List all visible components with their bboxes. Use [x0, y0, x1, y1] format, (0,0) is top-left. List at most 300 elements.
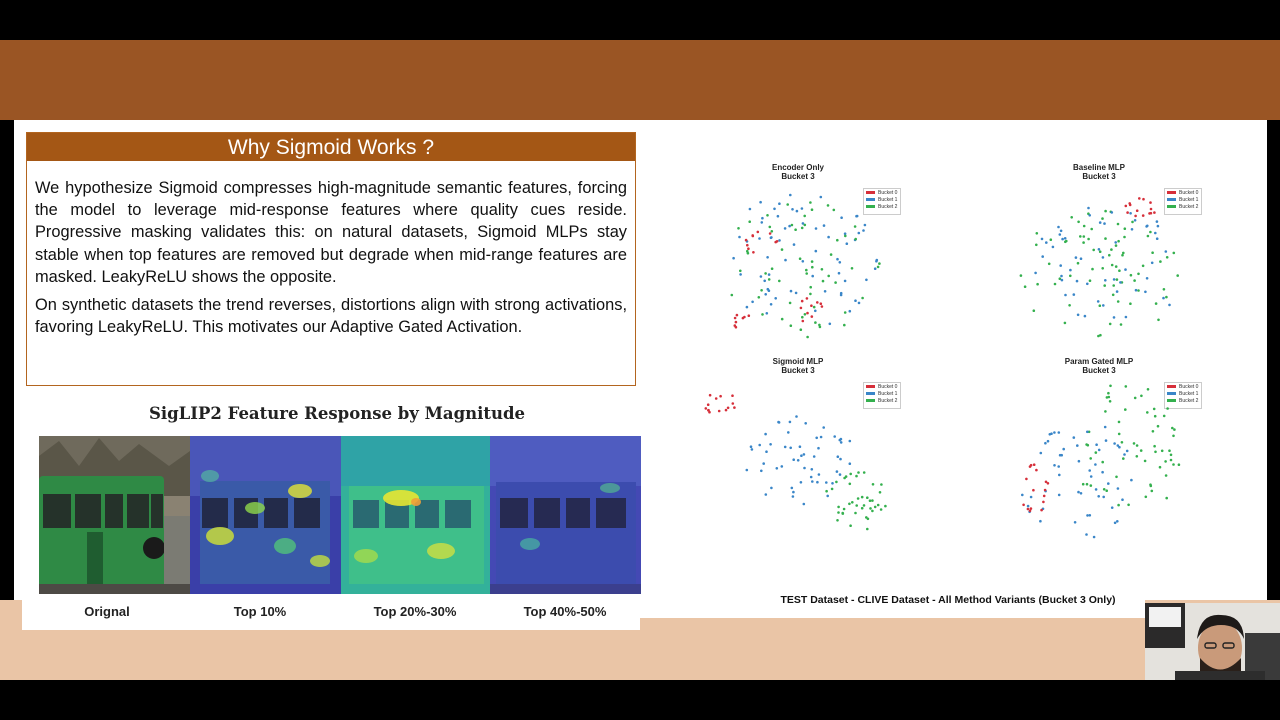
- encoder-only-point: [836, 258, 839, 261]
- sigmoid-mlp-point: [855, 475, 858, 478]
- baseline-mlp-point: [1138, 197, 1141, 200]
- baseline-mlp-point: [1061, 279, 1064, 282]
- sigmoid-mlp-point: [839, 439, 842, 442]
- sigmoid-mlp-point: [826, 495, 829, 498]
- param-gated-mlp-point: [1127, 504, 1130, 507]
- baseline-mlp-point: [1176, 274, 1179, 277]
- encoder-only-point: [789, 194, 792, 197]
- encoder-only-point: [791, 208, 794, 211]
- baseline-mlp-point: [1020, 274, 1023, 277]
- caption-top-40-50: Top 40%-50%: [523, 604, 607, 619]
- param-gated-mlp-point: [1059, 454, 1062, 457]
- sigmoid-mlp-point: [727, 407, 730, 410]
- encoder-only-point: [770, 236, 773, 239]
- encoder-only-point: [810, 304, 813, 307]
- baseline-mlp-point: [1097, 335, 1100, 338]
- encoder-only-point: [833, 209, 836, 212]
- encoder-only-point: [839, 261, 842, 264]
- encoder-only-point: [875, 260, 878, 263]
- param-gated-mlp-point: [1030, 496, 1033, 499]
- param-gated-mlp-point: [1047, 440, 1050, 443]
- baseline-mlp-point: [1061, 238, 1064, 241]
- sigmoid-mlp-point: [804, 422, 807, 425]
- param-gated-mlp-point: [1168, 449, 1171, 452]
- param-gated-mlp-point: [1165, 497, 1168, 500]
- sigmoid-mlp-point: [842, 512, 845, 515]
- encoder-only-point: [739, 273, 742, 276]
- param-gated-mlp-point: [1130, 479, 1133, 482]
- subplot-title-baseline-mlp: [1019, 164, 1179, 181]
- scatter-figure-caption: TEST Dataset - CLIVE Dataset - All Method Variants (Bucket 3 Only): [780, 594, 1116, 606]
- legend-encoder-only: Bucket 0 Bucket 1 Bucket 2: [863, 188, 901, 215]
- baseline-mlp-point: [1142, 265, 1145, 268]
- param-gated-mlp-point: [1025, 478, 1028, 481]
- encoder-only-point: [864, 224, 867, 227]
- sigmoid-mlp-point: [877, 504, 880, 507]
- sigmoid-mlp-point: [857, 497, 860, 500]
- encoder-only-point: [768, 289, 771, 292]
- sigmoid-mlp-point: [851, 501, 854, 504]
- subplot-title-encoder-only: [718, 164, 878, 181]
- param-gated-mlp-point: [1022, 504, 1025, 507]
- param-gated-mlp-point: [1104, 426, 1107, 429]
- encoder-only-point: [836, 239, 839, 242]
- baseline-mlp-point: [1052, 246, 1055, 249]
- encoder-only-point: [827, 204, 830, 207]
- baseline-mlp-point: [1110, 248, 1113, 251]
- param-gated-mlp-point: [1165, 474, 1168, 477]
- encoder-only-point: [804, 313, 807, 316]
- baseline-mlp-point: [1098, 248, 1101, 251]
- sigmoid-mlp-point: [762, 462, 765, 465]
- sigmoid-mlp-point: [863, 504, 866, 507]
- sigmoid-mlp-point: [831, 482, 834, 485]
- sigmoid-mlp-point: [831, 488, 834, 491]
- baseline-mlp-point: [1041, 255, 1044, 258]
- sigmoid-mlp-point: [787, 431, 790, 434]
- baseline-mlp-point: [1060, 230, 1063, 233]
- encoder-only-point: [735, 321, 738, 324]
- param-gated-mlp-point: [1118, 421, 1121, 424]
- sigmoid-mlp-point: [837, 511, 840, 514]
- paragraph-natural: We hypothesize Sigmoid compresses high-magnitude semantic features, forcing the model to leverage mid-response features where quality cues reside. Progressive masking validates this: on natural datasets, Sigmoid MLPs stay stable when top features are removed but degrade when mid-range features are masked. LeakyReLU shows the opposite.: [35, 179, 627, 286]
- param-gated-mlp-point: [1078, 460, 1081, 463]
- param-gated-mlp-point: [1140, 449, 1143, 452]
- encoder-only-point: [760, 275, 763, 278]
- encoder-only-point: [761, 217, 764, 220]
- param-gated-mlp-point: [1027, 508, 1030, 511]
- param-gated-mlp-point: [1144, 460, 1147, 463]
- encoder-only-point: [799, 257, 802, 260]
- sigmoid-mlp-point: [792, 458, 795, 461]
- encoder-only-point: [814, 310, 817, 313]
- encoder-only-point: [811, 275, 814, 278]
- sigmoid-mlp-point: [705, 407, 708, 410]
- figure-title: SigLIP2 Feature Response by Magnitude: [148, 404, 526, 423]
- baseline-mlp-point: [1102, 304, 1105, 307]
- baseline-mlp-point: [1142, 198, 1145, 201]
- baseline-mlp-point: [1024, 285, 1027, 288]
- baseline-mlp-point: [1157, 319, 1160, 322]
- encoder-only-point: [784, 259, 787, 262]
- encoder-only-point: [748, 220, 751, 223]
- subplot-bucket: Bucket 3: [1082, 171, 1116, 181]
- encoder-only-point: [796, 210, 799, 213]
- baseline-mlp-point: [1059, 264, 1062, 267]
- subplot-bucket: Bucket 3: [781, 365, 815, 375]
- baseline-mlp-point: [1166, 256, 1169, 259]
- encoder-only-point: [834, 281, 837, 284]
- param-gated-mlp-point: [1044, 489, 1047, 492]
- sigmoid-mlp-point: [816, 481, 819, 484]
- param-gated-mlp-point: [1145, 496, 1148, 499]
- baseline-mlp-point: [1129, 212, 1132, 215]
- encoder-only-point: [838, 272, 841, 275]
- sigmoid-mlp-point: [861, 507, 864, 510]
- encoder-only-point: [878, 262, 881, 265]
- param-gated-mlp-point: [1030, 507, 1033, 510]
- sigmoid-mlp-point: [811, 468, 814, 471]
- sigmoid-mlp-point: [849, 473, 852, 476]
- baseline-mlp-point: [1156, 220, 1159, 223]
- encoder-only-point: [804, 224, 807, 227]
- sigmoid-mlp-point: [833, 435, 836, 438]
- param-gated-mlp-point: [1102, 496, 1105, 499]
- baseline-mlp-point: [1054, 283, 1057, 286]
- param-gated-mlp-point: [1050, 432, 1053, 435]
- encoder-only-point: [854, 299, 857, 302]
- baseline-mlp-point: [1135, 289, 1138, 292]
- baseline-mlp-point: [1087, 207, 1090, 210]
- param-gated-mlp-point: [1170, 454, 1173, 457]
- baseline-mlp-point: [1089, 279, 1092, 282]
- sigmoid-mlp-point: [825, 481, 828, 484]
- encoder-only-point: [781, 318, 784, 321]
- baseline-mlp-point: [1137, 289, 1140, 292]
- param-gated-mlp-point: [1077, 491, 1080, 494]
- sigmoid-mlp-point: [803, 453, 806, 456]
- sigmoid-mlp-point: [760, 470, 763, 473]
- encoder-only-point: [820, 196, 823, 199]
- baseline-mlp-point: [1144, 291, 1147, 294]
- encoder-only-point: [820, 302, 823, 305]
- baseline-mlp-point: [1163, 288, 1166, 291]
- legend-param-gated-mlp: Bucket 0 Bucket 1 Bucket 2: [1164, 382, 1202, 409]
- encoder-only-point: [763, 280, 766, 283]
- encoder-only-point: [758, 237, 761, 240]
- sigmoid-mlp-point: [871, 510, 874, 513]
- sigmoid-mlp-point: [872, 483, 875, 486]
- baseline-mlp-point: [1157, 225, 1160, 228]
- param-gated-mlp-point: [1101, 461, 1104, 464]
- baseline-mlp-point: [1079, 235, 1082, 238]
- encoder-only-point: [806, 297, 809, 300]
- param-gated-mlp-point: [1094, 463, 1097, 466]
- encoder-only-point: [766, 312, 769, 315]
- bus-image-top-10: [190, 436, 341, 594]
- legend-baseline-mlp: Bucket 0 Bucket 1 Bucket 2: [1164, 188, 1202, 215]
- baseline-mlp-point: [1115, 244, 1118, 247]
- encoder-only-point: [858, 302, 861, 305]
- encoder-only-point: [830, 253, 833, 256]
- sigmoid-mlp-point: [820, 436, 823, 439]
- baseline-mlp-point: [1064, 322, 1067, 325]
- sigmoid-mlp-point: [822, 426, 825, 429]
- param-gated-mlp-point: [1104, 410, 1107, 413]
- sigmoid-mlp-point: [792, 491, 795, 494]
- sigmoid-mlp-point: [880, 508, 883, 511]
- sigmoid-mlp-point: [863, 471, 866, 474]
- baseline-mlp-point: [1131, 228, 1134, 231]
- baseline-mlp-point: [1129, 204, 1132, 207]
- baseline-mlp-point: [1117, 240, 1120, 243]
- encoder-only-point: [811, 266, 814, 269]
- encoder-only-point: [844, 235, 847, 238]
- explanation-box: [26, 132, 636, 386]
- param-gated-mlp-point: [1117, 487, 1120, 490]
- baseline-mlp-point: [1045, 241, 1048, 244]
- encoder-only-point: [844, 232, 847, 235]
- encoder-only-point: [827, 275, 830, 278]
- encoder-only-point: [811, 260, 814, 263]
- encoder-only-point: [747, 247, 750, 250]
- encoder-only-point: [748, 314, 751, 317]
- baseline-mlp-point: [1153, 211, 1156, 214]
- encoder-only-point: [813, 306, 816, 309]
- sigmoid-mlp-point: [839, 473, 842, 476]
- encoder-only-point: [788, 225, 791, 228]
- sigmoid-mlp-point: [849, 483, 852, 486]
- baseline-mlp-point: [1133, 279, 1136, 282]
- param-gated-mlp-point: [1027, 505, 1030, 508]
- param-gated-mlp-point: [1154, 415, 1157, 418]
- param-gated-mlp-point: [1040, 509, 1043, 512]
- sigmoid-mlp-point: [784, 446, 787, 449]
- sigmoid-mlp-point: [869, 507, 872, 510]
- sigmoid-mlp-point: [715, 397, 718, 400]
- param-gated-mlp-point: [1161, 450, 1164, 453]
- param-gated-mlp-point: [1178, 463, 1181, 466]
- param-gated-mlp-point: [1150, 485, 1153, 488]
- baseline-mlp-point: [1113, 316, 1116, 319]
- encoder-only-point: [824, 290, 827, 293]
- legend-sigmoid-mlp: Bucket 0 Bucket 1 Bucket 2: [863, 382, 901, 409]
- encoder-only-point: [844, 311, 847, 314]
- sigmoid-mlp-point: [855, 504, 858, 507]
- encoder-only-point: [822, 280, 825, 283]
- encoder-only-point: [746, 244, 749, 247]
- param-gated-mlp-point: [1134, 397, 1137, 400]
- baseline-mlp-point: [1104, 279, 1107, 282]
- param-gated-mlp-point: [1172, 463, 1175, 466]
- param-gated-mlp-point: [1114, 522, 1117, 525]
- encoder-only-point: [815, 227, 818, 230]
- baseline-mlp-point: [1162, 297, 1165, 300]
- encoder-only-point: [739, 270, 742, 273]
- param-gated-mlp-point: [1152, 430, 1155, 433]
- encoder-only-point: [758, 296, 761, 299]
- encoder-only-point: [778, 239, 781, 242]
- caption-original: Orignal: [84, 604, 130, 619]
- baseline-mlp-point: [1108, 254, 1111, 257]
- encoder-only-point: [818, 324, 821, 327]
- baseline-mlp-point: [1087, 238, 1090, 241]
- subplot-bucket: Bucket 3: [781, 171, 815, 181]
- param-gated-mlp-point: [1151, 490, 1154, 493]
- baseline-mlp-point: [1048, 263, 1051, 266]
- baseline-mlp-point: [1064, 241, 1067, 244]
- sigmoid-mlp-point: [765, 450, 768, 453]
- sigmoid-mlp-point: [751, 448, 754, 451]
- encoder-only-point: [802, 320, 805, 323]
- encoder-only-point: [874, 267, 877, 270]
- baseline-mlp-point: [1112, 294, 1115, 297]
- baseline-mlp-point: [1075, 256, 1078, 259]
- caption-top-20-30: Top 20%-30%: [373, 604, 457, 619]
- baseline-mlp-point: [1124, 227, 1127, 230]
- sigmoid-mlp-point: [789, 421, 792, 424]
- baseline-mlp-point: [1149, 201, 1152, 204]
- baseline-mlp-point: [1103, 222, 1106, 225]
- sigmoid-mlp-point: [800, 481, 803, 484]
- baseline-mlp-point: [1101, 217, 1104, 220]
- sigmoid-mlp-point: [707, 403, 710, 406]
- encoder-only-point: [786, 203, 789, 206]
- param-gated-mlp-point: [1115, 476, 1118, 479]
- baseline-mlp-point: [1154, 232, 1157, 235]
- baseline-mlp-point: [1059, 233, 1062, 236]
- baseline-mlp-point: [1077, 221, 1080, 224]
- param-gated-mlp-point: [1172, 435, 1175, 438]
- param-gated-mlp-point: [1107, 482, 1110, 485]
- param-gated-mlp-point: [1153, 408, 1156, 411]
- param-gated-mlp-point: [1153, 445, 1156, 448]
- encoder-only-point: [764, 272, 767, 275]
- encoder-only-point: [794, 228, 797, 231]
- baseline-mlp-point: [1173, 252, 1176, 255]
- param-gated-mlp-point: [1086, 514, 1089, 517]
- param-gated-mlp-point: [1073, 436, 1076, 439]
- encoder-only-point: [809, 286, 812, 289]
- encoder-only-point: [766, 214, 769, 217]
- baseline-mlp-point: [1102, 256, 1105, 259]
- encoder-only-point: [851, 267, 854, 270]
- encoder-only-point: [747, 252, 750, 255]
- sigmoid-mlp-point: [811, 480, 814, 483]
- baseline-mlp-point: [1147, 235, 1150, 238]
- param-gated-mlp-point: [1170, 459, 1173, 462]
- sigmoid-mlp-point: [857, 471, 860, 474]
- sigmoid-mlp-point: [849, 524, 852, 527]
- encoder-only-point: [760, 289, 763, 292]
- sigmoid-mlp-point: [732, 402, 735, 405]
- baseline-mlp-point: [1033, 309, 1036, 312]
- param-gated-mlp-point: [1039, 520, 1042, 523]
- sigmoid-mlp-point: [843, 508, 846, 511]
- encoder-only-point: [827, 236, 830, 239]
- param-gated-mlp-point: [1147, 388, 1150, 391]
- baseline-mlp-point: [1068, 304, 1071, 307]
- sigmoid-mlp-point: [867, 518, 870, 521]
- encoder-only-point: [769, 226, 772, 229]
- param-gated-mlp-point: [1095, 443, 1098, 446]
- encoder-only-point: [800, 328, 803, 331]
- sigmoid-mlp-point: [815, 437, 818, 440]
- encoder-only-point: [791, 224, 794, 227]
- encoder-only-point: [844, 280, 847, 283]
- baseline-mlp-point: [1091, 268, 1094, 271]
- baseline-mlp-point: [1112, 284, 1115, 287]
- encoder-only-point: [829, 323, 832, 326]
- param-gated-mlp-point: [1097, 495, 1100, 498]
- encoder-only-point: [805, 269, 808, 272]
- param-gated-mlp-point: [1107, 392, 1110, 395]
- param-gated-mlp-point: [1062, 448, 1065, 451]
- sigmoid-mlp-point: [849, 440, 852, 443]
- param-gated-mlp-point: [1166, 407, 1169, 410]
- baseline-mlp-point: [1076, 280, 1079, 283]
- encoder-only-point: [805, 272, 808, 275]
- sigmoid-mlp-point: [776, 467, 779, 470]
- baseline-mlp-point: [1155, 302, 1158, 305]
- baseline-mlp-point: [1064, 294, 1067, 297]
- sigmoid-mlp-point: [791, 487, 794, 490]
- encoder-only-point: [821, 305, 824, 308]
- param-gated-mlp-point: [1109, 385, 1112, 388]
- encoder-only-point: [809, 201, 812, 204]
- param-gated-mlp-point: [1080, 492, 1083, 495]
- encoder-only-point: [766, 256, 769, 259]
- param-gated-mlp-point: [1089, 514, 1092, 517]
- baseline-mlp-point: [1151, 262, 1154, 265]
- param-gated-mlp-point: [1136, 444, 1139, 447]
- param-gated-mlp-point: [1154, 451, 1157, 454]
- param-gated-mlp-point: [1123, 453, 1126, 456]
- baseline-mlp-point: [1035, 244, 1038, 247]
- baseline-mlp-point: [1146, 277, 1149, 280]
- param-gated-mlp-point: [1087, 444, 1090, 447]
- subplot-name: Sigmoid MLP: [772, 357, 824, 366]
- param-gated-mlp-point: [1086, 483, 1089, 486]
- baseline-mlp-point: [1036, 283, 1039, 286]
- encoder-only-point: [745, 239, 748, 242]
- encoder-only-point: [854, 238, 857, 241]
- encoder-only-point: [802, 260, 805, 263]
- baseline-mlp-point: [1124, 268, 1127, 271]
- param-gated-mlp-point: [1164, 460, 1167, 463]
- baseline-mlp-point: [1070, 216, 1073, 219]
- sigmoid-mlp-point: [746, 469, 749, 472]
- encoder-only-point: [769, 232, 772, 235]
- param-gated-mlp-point: [1121, 441, 1124, 444]
- encoder-only-point: [781, 248, 784, 251]
- baseline-mlp-point: [1150, 212, 1153, 215]
- baseline-mlp-point: [1126, 211, 1129, 214]
- bus-image-original: [39, 436, 190, 594]
- encoder-only-point: [803, 215, 806, 218]
- baseline-mlp-point: [1104, 210, 1107, 213]
- param-gated-mlp-point: [1159, 466, 1162, 469]
- encoder-only-point: [790, 290, 793, 293]
- param-gated-mlp-point: [1146, 411, 1149, 414]
- sigmoid-mlp-point: [800, 454, 803, 457]
- sigmoid-mlp-point: [799, 445, 802, 448]
- sigmoid-mlp-point: [758, 444, 761, 447]
- baseline-mlp-point: [1082, 241, 1085, 244]
- caption-top-10: Top 10%: [233, 604, 287, 619]
- param-gated-mlp-point: [1058, 474, 1061, 477]
- baseline-mlp-point: [1113, 278, 1116, 281]
